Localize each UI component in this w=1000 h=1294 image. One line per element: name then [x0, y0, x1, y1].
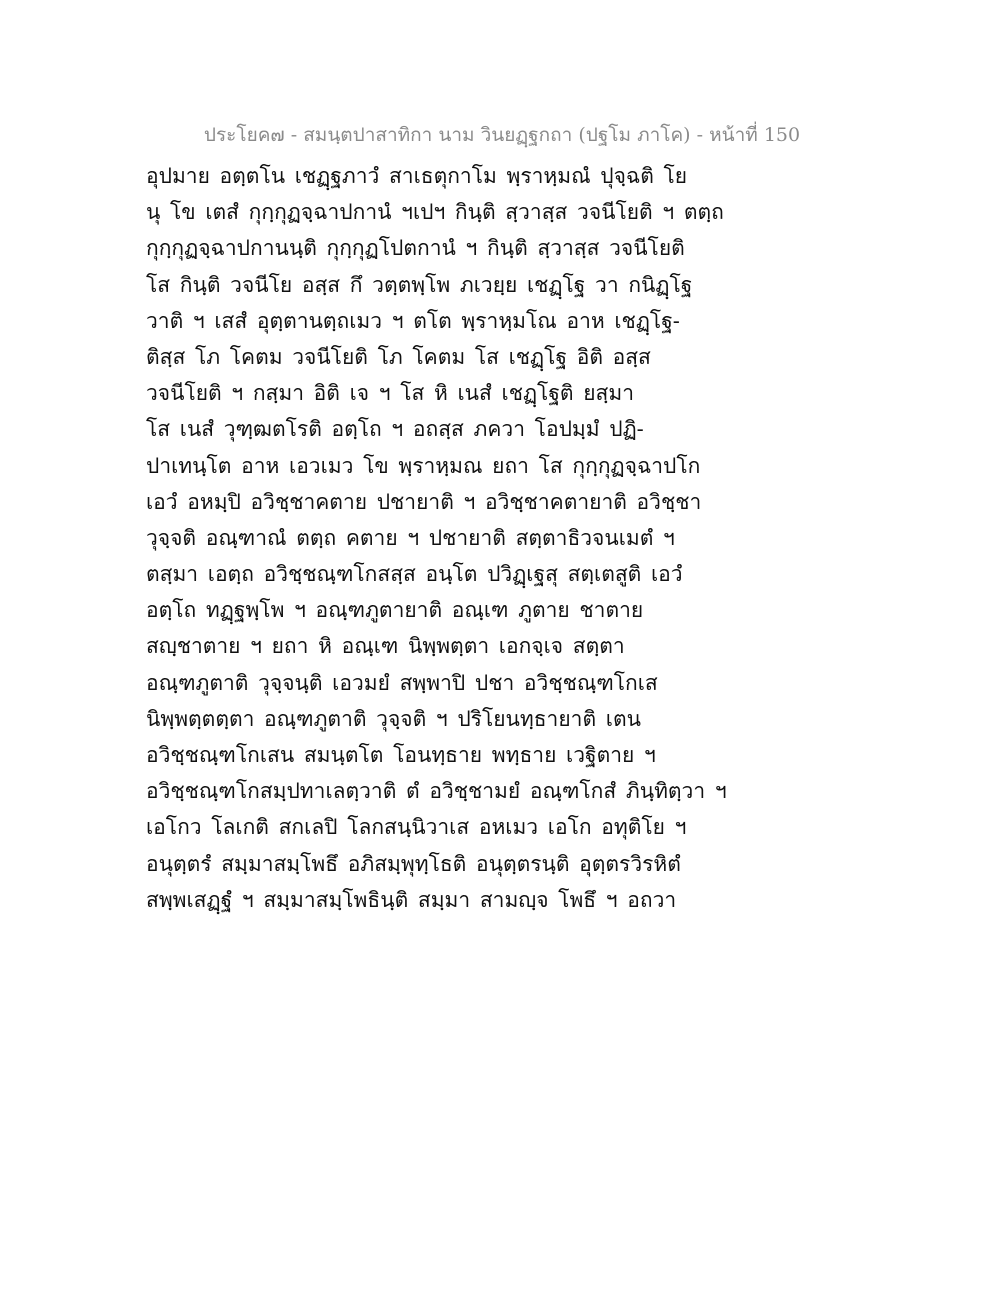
text-line: สพฺพเสฏฺฐํ ฯ สมฺมาสมฺโพธินฺติ สมฺมา สามญฺจ โพธึ ฯ อถวา — [146, 887, 677, 912]
text-line: วาติ ฯ เสสํ อุตฺตานตฺถเมว ฯ ตโต พฺราหฺมโณ อาห เชฏฺโฐ- — [146, 308, 680, 333]
text-line: ปาเทนฺโต อาห เอวเมว โข พฺราหฺมณ ยถา โส กุกฺกุฏจฺฉาปโก — [146, 453, 701, 478]
text-line: อนุตฺตรํ สมฺมาสมฺโพธึ อภิสมฺพุทฺโธติ อนุตฺตรนฺติ อุตฺตรวิรหิตํ — [146, 851, 681, 876]
text-line: โส เนสํ วุฑฺฒตโรติ อตฺโถ ฯ อถสฺส ภควา โอปมฺมํ ปฏิ- — [146, 417, 644, 442]
text-line: อุปมาย อตฺตโน เชฏฺฐภาวํ สาเธตุกาโม พฺราหฺมณํ ปุจฺฉติ โย — [146, 164, 688, 188]
text-line: เอโกว โลเกติ สกเลปิ โลกสนฺนิวาเส อหเมว เอโก อทุติโย ฯ — [146, 815, 687, 840]
text-line: นุ โข เตสํ กุกฺกุฏจฺฉาปกานํ ฯเปฯ กินฺติ สฺวาสฺส วจนีโยติ ฯ ตตฺถ — [146, 200, 724, 225]
text-line: อวิชฺชณฺฑโกสมฺปทาเลตฺวาติ ตํ อวิชฺชามยํ อณฺฑโกสํ ภินฺทิตฺวา ฯ — [146, 779, 727, 804]
text-line: ตสฺมา เอตฺถ อวิชฺชณฺฑโกสสฺส อนฺโต ปวิฏฺเฐสุ สตฺเตสูติ เอวํ — [146, 562, 683, 587]
text-line: เอวํ อหมฺปิ อวิชฺชาคตาย ปชายาติ ฯ อวิชฺชาคตายาติ อวิชฺชา — [146, 489, 702, 514]
text-line: กุกฺกุฏจฺฉาปกานนฺติ กุกฺกุฏโปตกานํ ฯ กินฺติ สฺวาสฺส วจนีโยติ — [146, 236, 685, 261]
text-line: นิพฺพตฺตตฺตา อณฺฑภูตาติ วุจฺจติ ฯ ปริโยนทฺธายาติ เตน — [146, 706, 641, 731]
text-line: อตฺโถ ทฏฺฐพฺโพ ฯ อณฺฑภูตายาติ อณฺเฑ ภูตาย ชาตาย — [146, 598, 644, 623]
text-line: อณฺฑภูตาติ วุจฺจนฺติ เอวมยํ สพฺพาปิ ปชา อวิชฺชณฺฑโกเส — [146, 670, 658, 695]
text-line: วจนีโยติ ฯ กสฺมา อิติ เจ ฯ โส หิ เนสํ เชฏฺโฐติ ยสฺมา — [146, 381, 634, 406]
text-line: โส กินฺติ วจนีโย อสฺส กึ วตฺตพฺโพ ภเวยฺย เชฏฺโฐ วา กนิฏฺโฐ — [146, 272, 693, 297]
text-line: สญฺชาตาย ฯ ยถา หิ อณฺเฑ นิพฺพตฺตา เอกจฺเจ สตฺตา — [146, 634, 625, 659]
text-line: วุจฺจติ อณฺฑาณํ ตตฺถ คตาย ฯ ปชายาติ สตฺตาธิวจนเมตํ ฯ — [146, 525, 675, 550]
page-header: ประโยค๗ - สมนฺตปาสาทิกา นาม วินยฏฺฐกถา (ปฐโม ภาโค) - หน้าที่ 150 — [203, 124, 801, 146]
text-line: ติสฺส โภ โคตม วจนีโยติ โภ โคตม โส เชฏฺโฐ อิติ อสฺส — [146, 344, 651, 369]
text-line: อวิชฺชณฺฑโกเสน สมนฺตโต โอนทฺธาย พทฺธาย เวฐิตาย ฯ — [146, 743, 656, 767]
body-text — [146, 158, 727, 918]
